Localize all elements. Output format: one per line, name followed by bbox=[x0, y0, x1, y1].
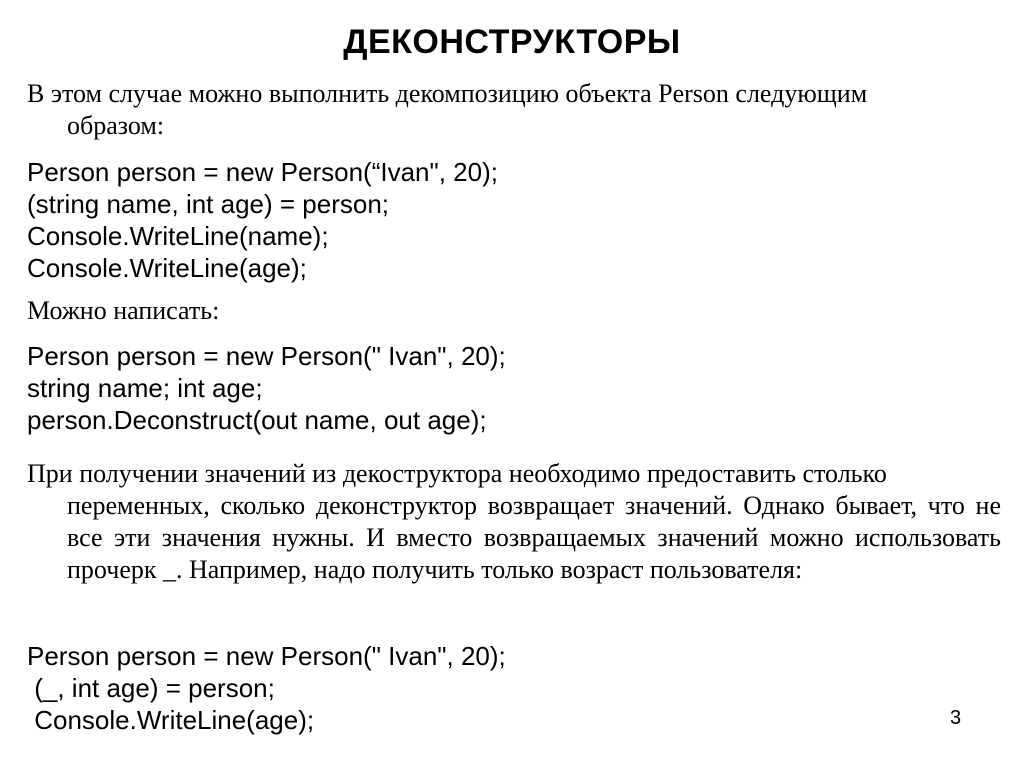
discard-paragraph-first-line: При получении значений из декоструктора необходимо предоставить столько bbox=[27, 459, 887, 488]
code-line: Console.WriteLine(name); bbox=[27, 221, 329, 251]
discard-paragraph bbox=[27, 458, 1001, 586]
code-block-3 bbox=[27, 640, 506, 736]
code-line: person.Deconstruct(out name, out age); bbox=[27, 405, 487, 435]
code-line: Console.WriteLine(age); bbox=[27, 253, 307, 283]
code-line: (_, int age) = person; bbox=[27, 673, 275, 703]
discard-paragraph-continuation: переменных, сколько деконструктор возвращает значений. Однако бывает, что не все эти значения нужны. И вместо возвращаемых значений можно использовать прочерк _. Например, надо получить только возраст пользователя: bbox=[67, 491, 1001, 584]
code-line: string name; int age; bbox=[27, 373, 263, 403]
code-line: Person person = new Person(“Ivan", 20); bbox=[27, 157, 498, 187]
intro-paragraph-continuation: образом: bbox=[67, 111, 165, 140]
alt-text: Можно написать: bbox=[27, 296, 220, 325]
code-line: Person person = new Person(" Ivan", 20); bbox=[27, 341, 506, 371]
code-line: Console.WriteLine(age); bbox=[27, 705, 315, 735]
slide-title: ДЕКОНСТРУКТОРЫ bbox=[343, 23, 681, 61]
intro-paragraph-first-line: В этом случае можно выполнить декомпозицию объекта Person следующим bbox=[27, 79, 868, 108]
code-block-2 bbox=[27, 340, 506, 436]
intro-paragraph bbox=[27, 78, 1001, 142]
page-number: 3 bbox=[950, 707, 962, 729]
code-block-1 bbox=[27, 156, 498, 284]
code-line: (string name, int age) = person; bbox=[27, 189, 390, 219]
code-line: Person person = new Person(" Ivan", 20); bbox=[27, 641, 506, 671]
